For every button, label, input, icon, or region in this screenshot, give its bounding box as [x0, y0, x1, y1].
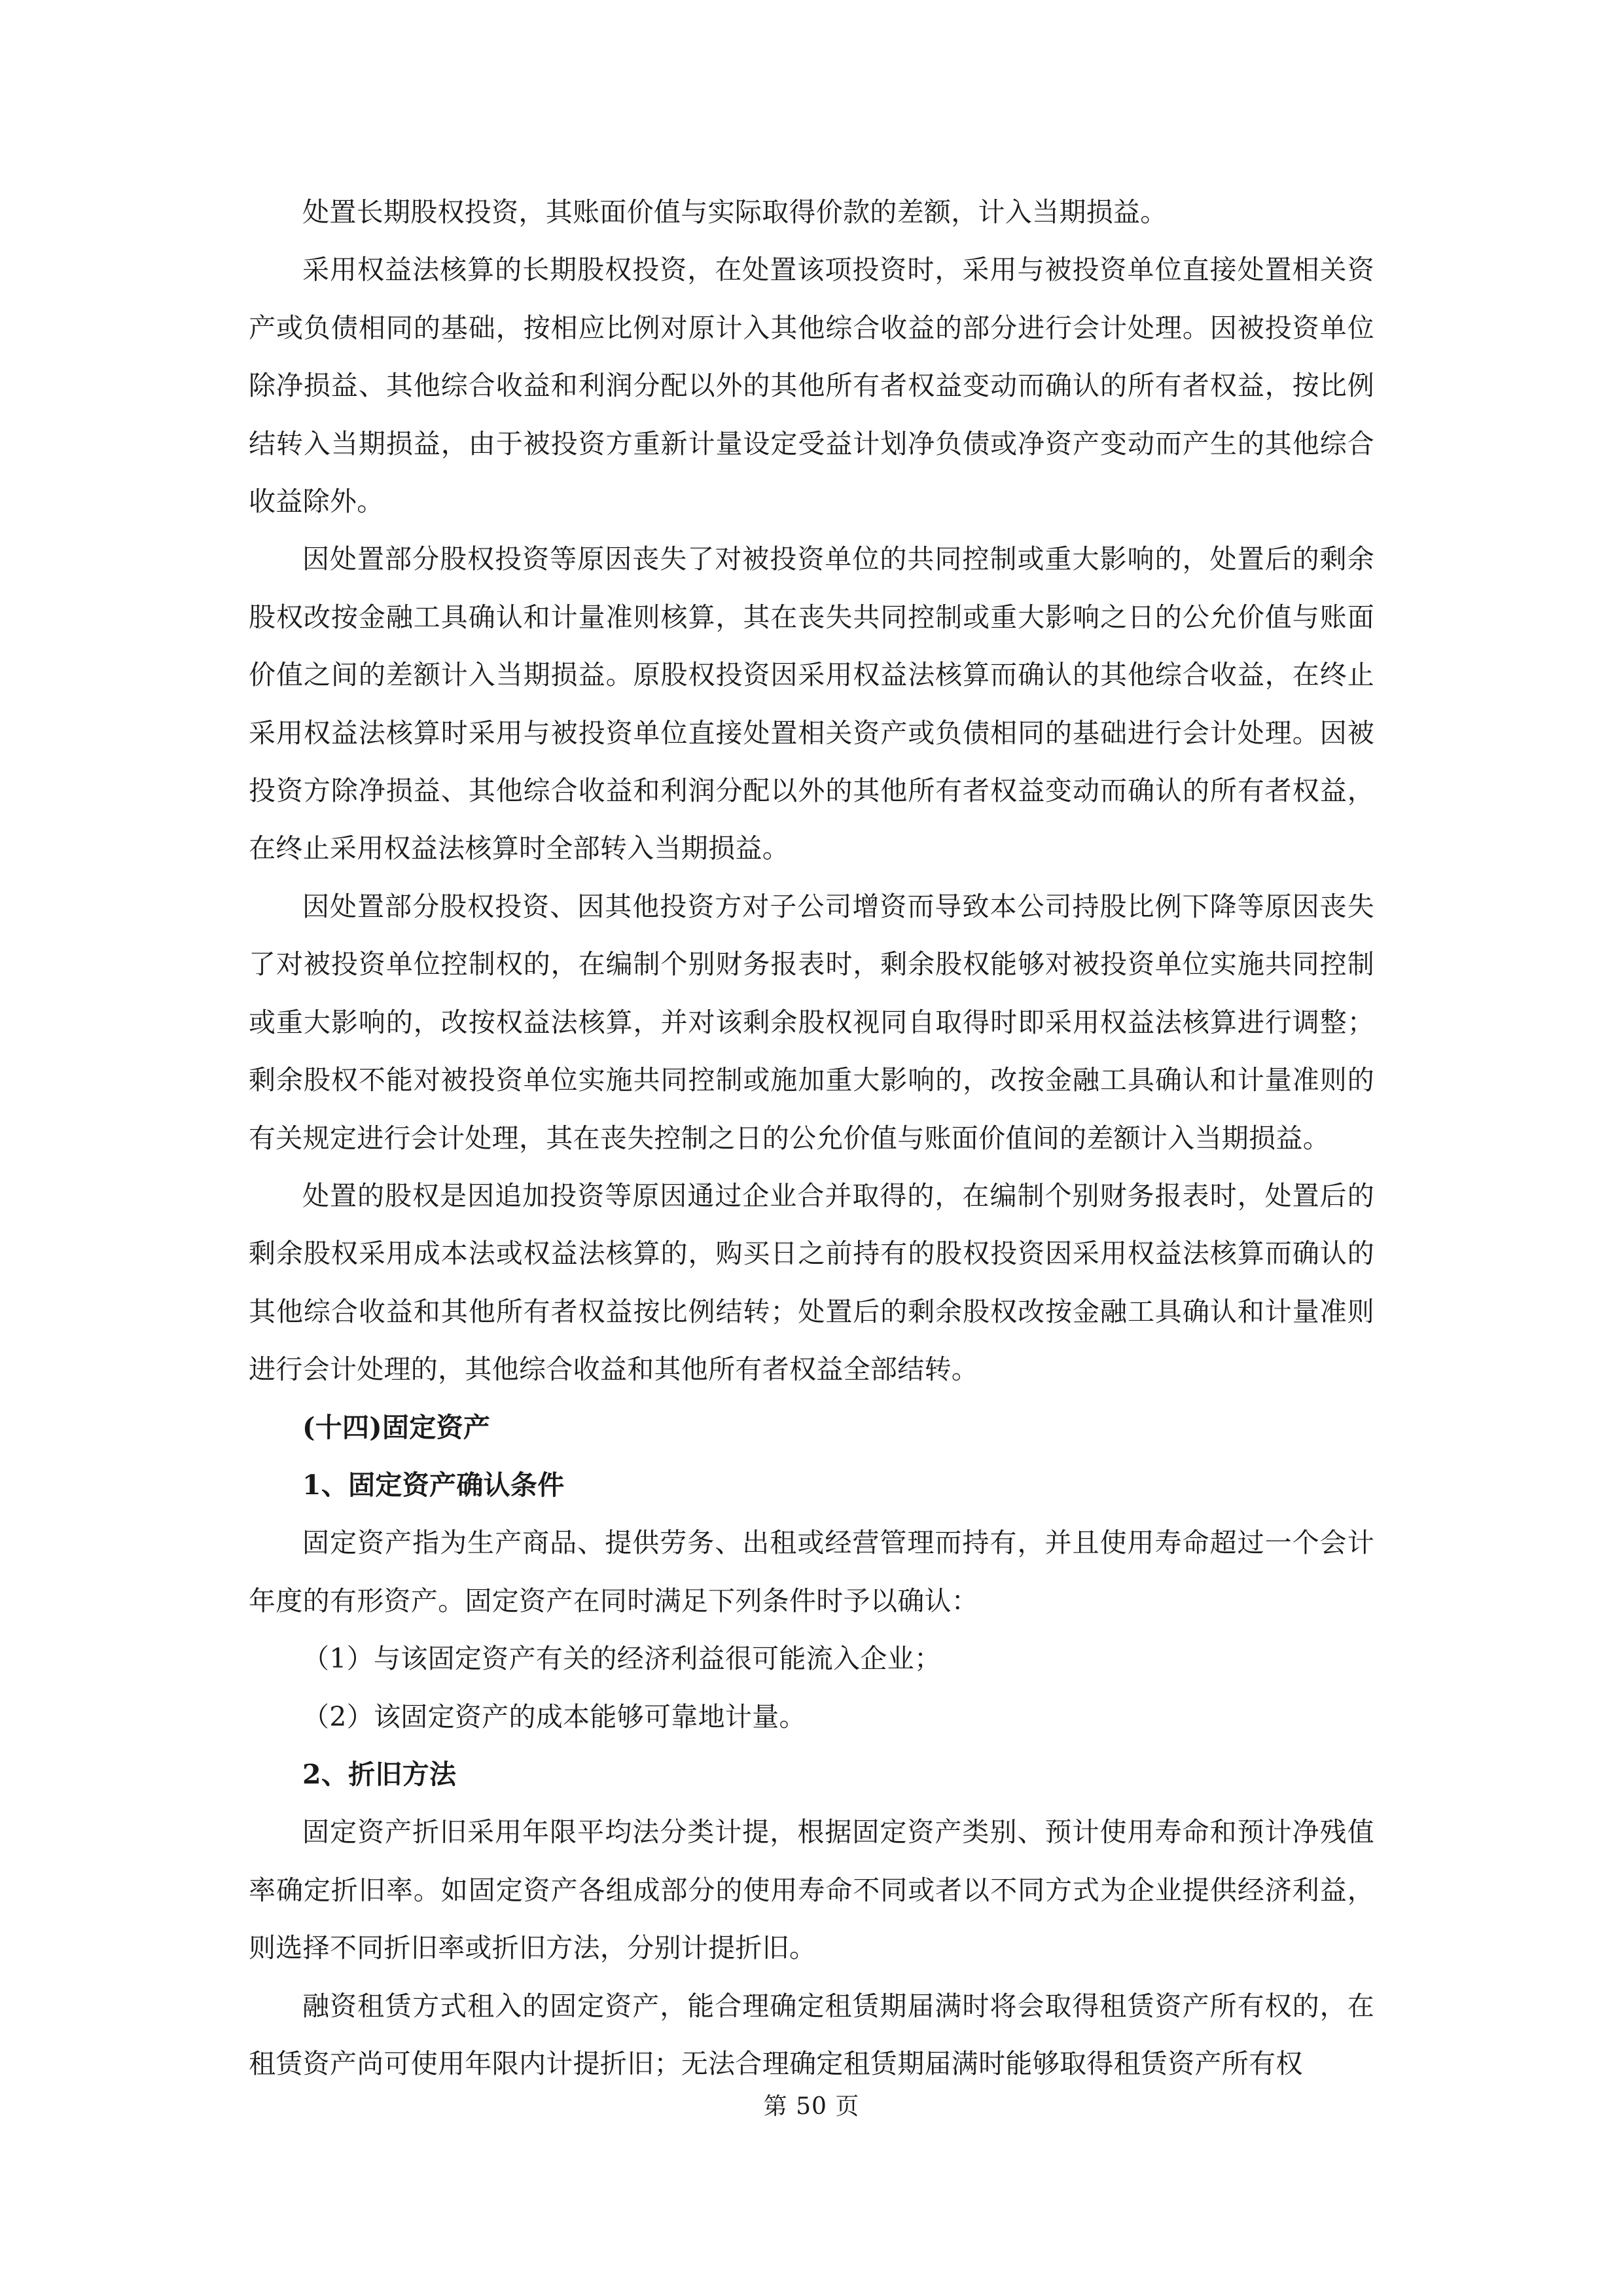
section-heading-fixed-assets: (十四)固定资产: [302, 1411, 491, 1443]
paragraph-loss-of-joint-control: 因处置部分股权投资等原因丧失了对被投资单位的共同控制或重大影响的，处置后的剩余股权改按金融工具确认和计量准则核算，其在丧失共同控制或重大影响之日的公允价值与账面价值之间的差额计入当期损益。原股权投资因采用权益法核算而确认的其他综合收益，在终止采用权益法核算时采用与被投资单位直接处置相关资产或负债相同的基础进行会计处理。因被投资方除净损益、其他综合收益和利润分配以外的其他所有者权益变动而确认的所有者权益，在终止采用权益法核算时全部转入当期损益。: [249, 543, 1374, 865]
condition-item-1: （1）与该固定资产有关的经济利益很可能流入企业；: [302, 1643, 942, 1675]
subheading-depreciation-method: 2、折旧方法: [302, 1758, 457, 1790]
paragraph-business-combination-disposal: 处置的股权是因追加投资等原因通过企业合并取得的，在编制个别财务报表时，处置后的剩余股权采用成本法或权益法核算的，购买日之前持有的股权投资因采用权益法核算而确认的其他综合收益和其他所有者权益按比例结转；处置后的剩余股权改按金融工具确认和计量准则进行会计处理的，其他综合收益和其他所有者权益全部结转。: [249, 1179, 1374, 1386]
paragraph-equity-method-disposal: 采用权益法核算的长期股权投资，在处置该项投资时，采用与被投资单位直接处置相关资产或负债相同的基础，按相应比例对原计入其他综合收益的部分进行会计处理。因被投资单位除净损益、其他综合收益和利润分配以外的其他所有者权益变动而确认的所有者权益，按比例结转入当期损益，由于被投资方重新计量设定受益计划净负债或净资产变动而产生的其他综合收益除外。: [249, 254, 1374, 518]
paragraph-loss-of-control: 因处置部分股权投资、因其他投资方对子公司增资而导致本公司持股比例下降等原因丧失了对被投资单位控制权的，在编制个别财务报表时，剩余股权能够对被投资单位实施共同控制或重大影响的，改按权益法核算，并对该剩余股权视同自取得时即采用权益法核算进行调整；剩余股权不能对被投资单位实施共同控制或施加重大影响的，改按金融工具确认和计量准则的有关规定进行会计处理，其在丧失控制之日的公允价值与账面价值间的差额计入当期损益。: [249, 890, 1374, 1154]
subheading-recognition-conditions: 1、固定资产确认条件: [302, 1469, 565, 1501]
paragraph-finance-lease-depreciation: 融资租赁方式租入的固定资产，能合理确定租赁期届满时将会取得租赁资产所有权的，在租赁资产尚可使用年限内计提折旧；无法合理确定租赁期届满时能够取得租赁资产所有权: [249, 1990, 1374, 2079]
page-number: 第 50 页: [763, 2093, 860, 2120]
document-body: [249, 183, 1374, 2092]
paragraph-fixed-asset-definition: 固定资产指为生产商品、提供劳务、出租或经营管理而持有，并且使用寿命超过一个会计年度的有形资产。固定资产在同时满足下列条件时予以确认：: [249, 1527, 1374, 1617]
paragraph-disposal-long-term-equity: 处置长期股权投资，其账面价值与实际取得价款的差额，计入当期损益。: [302, 196, 1168, 228]
condition-item-2: （2）该固定资产的成本能够可靠地计量。: [302, 1700, 806, 1732]
paragraph-depreciation-method: 固定资产折旧采用年限平均法分类计提，根据固定资产类别、预计使用寿命和预计净残值率确定折旧率。如固定资产各组成部分的使用寿命不同或者以不同方式为企业提供经济利益，则选择不同折旧率或折旧方法，分别计提折旧。: [249, 1816, 1374, 1964]
